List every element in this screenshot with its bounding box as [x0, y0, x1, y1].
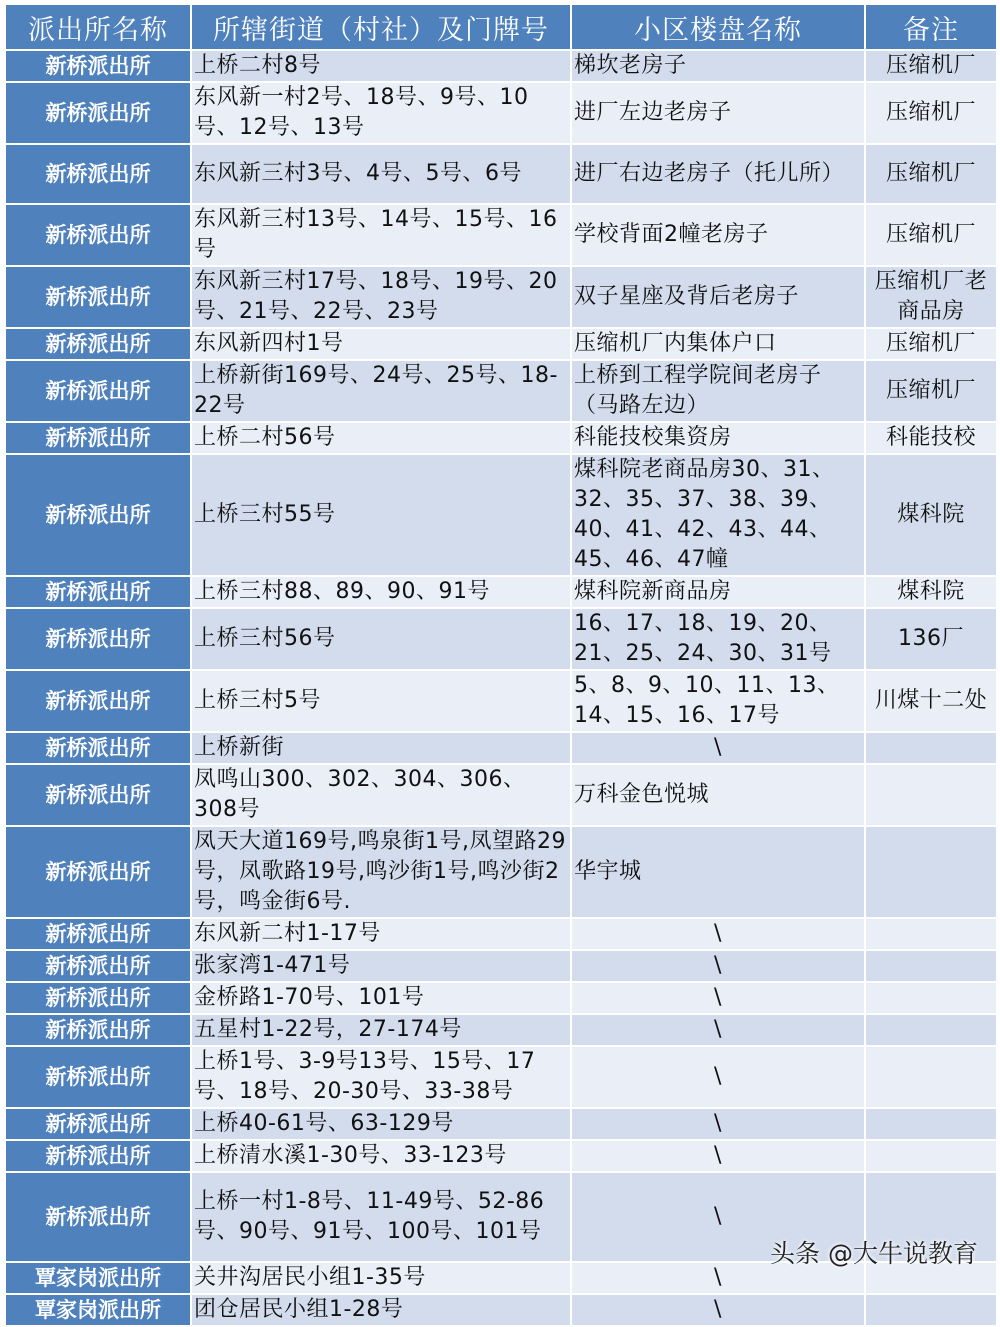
- header-community: 小区楼盘名称: [571, 4, 865, 50]
- table-row: [5, 360, 997, 422]
- table-row: [5, 1046, 997, 1108]
- cell-station: 新桥派出所: [5, 1140, 191, 1172]
- cell-community: \: [571, 732, 865, 764]
- cell-address: 东风新三村3号、4号、5号、6号: [191, 144, 571, 204]
- cell-address: 上桥三村56号: [191, 608, 571, 670]
- cell-station: 新桥派出所: [5, 1108, 191, 1140]
- cell-note: [865, 764, 997, 826]
- cell-address: 上桥二村8号: [191, 50, 571, 82]
- cell-note: 压缩机厂老商品房: [865, 266, 997, 328]
- cell-community: 科能技校集资房: [571, 422, 865, 454]
- cell-note: 压缩机厂: [865, 144, 997, 204]
- cell-station: 新桥派出所: [5, 422, 191, 454]
- cell-address: 上桥一村1-8号、11-49号、52-86号、90号、91号、100号、101号: [191, 1172, 571, 1262]
- cell-station: 新桥派出所: [5, 826, 191, 918]
- cell-community: 学校背面2幢老房子: [571, 204, 865, 266]
- cell-station: 新桥派出所: [5, 950, 191, 982]
- cell-address: 东风新三村17号、18号、19号、20号、21号、22号、23号: [191, 266, 571, 328]
- table-row: [5, 144, 997, 204]
- cell-community: 华宇城: [571, 826, 865, 918]
- cell-address: 上桥三村55号: [191, 454, 571, 576]
- table-row: [5, 826, 997, 918]
- address-table: [4, 3, 998, 1327]
- cell-station: 覃家岗派出所: [5, 1262, 191, 1294]
- header-station: 派出所名称: [5, 4, 191, 50]
- table-body: [5, 50, 997, 1326]
- cell-address: 东风新四村1号: [191, 328, 571, 360]
- cell-address: 东风新三村13号、14号、15号、16号: [191, 204, 571, 266]
- cell-station: 新桥派出所: [5, 328, 191, 360]
- cell-address: 金桥路1-70号、101号: [191, 982, 571, 1014]
- cell-address: 上桥三村88、89、90、91号: [191, 576, 571, 608]
- cell-community: 上桥到工程学院间老房子（马路左边）: [571, 360, 865, 422]
- cell-station: 新桥派出所: [5, 360, 191, 422]
- cell-community: 压缩机厂内集体户口: [571, 328, 865, 360]
- cell-station: 新桥派出所: [5, 454, 191, 576]
- cell-note: [865, 1108, 997, 1140]
- cell-address: 上桥40-61号、63-129号: [191, 1108, 571, 1140]
- table-row: [5, 454, 997, 576]
- cell-station: 新桥派出所: [5, 576, 191, 608]
- cell-station: 新桥派出所: [5, 732, 191, 764]
- cell-address: 东风新一村2号、18号、9号、10号、12号、13号: [191, 82, 571, 144]
- cell-note: 煤科院: [865, 454, 997, 576]
- cell-note: 川煤十二处: [865, 670, 997, 732]
- cell-station: 新桥派出所: [5, 204, 191, 266]
- table-row: [5, 732, 997, 764]
- cell-note: [865, 950, 997, 982]
- table-row: [5, 82, 997, 144]
- cell-address: 上桥新街169号、24号、25号、18-22号: [191, 360, 571, 422]
- cell-address: 凤鸣山300、302、304、306、308号: [191, 764, 571, 826]
- table-row: [5, 764, 997, 826]
- cell-note: 压缩机厂: [865, 82, 997, 144]
- cell-station: 新桥派出所: [5, 608, 191, 670]
- cell-station: 新桥派出所: [5, 1172, 191, 1262]
- cell-address: 上桥二村56号: [191, 422, 571, 454]
- cell-community: 万科金色悦城: [571, 764, 865, 826]
- table-row: [5, 422, 997, 454]
- cell-address: 上桥1号、3-9号13号、15号、17号、18号、20-30号、33-38号: [191, 1046, 571, 1108]
- header-note: 备注: [865, 4, 997, 50]
- table-row: [5, 670, 997, 732]
- cell-community: 进厂左边老房子: [571, 82, 865, 144]
- cell-station: 新桥派出所: [5, 670, 191, 732]
- cell-community: \: [571, 918, 865, 950]
- cell-note: 压缩机厂: [865, 204, 997, 266]
- table-row: [5, 950, 997, 982]
- cell-community: 煤科院新商品房: [571, 576, 865, 608]
- cell-address: 团仓居民小组1-28号: [191, 1294, 571, 1326]
- cell-note: [865, 1046, 997, 1108]
- cell-station: 新桥派出所: [5, 266, 191, 328]
- cell-community: \: [571, 1014, 865, 1046]
- cell-station: 新桥派出所: [5, 1046, 191, 1108]
- cell-community: 梯坎老房子: [571, 50, 865, 82]
- cell-note: [865, 732, 997, 764]
- cell-community: 5、8、9、10、11、13、14、15、16、17号: [571, 670, 865, 732]
- cell-note: 压缩机厂: [865, 328, 997, 360]
- table-row: [5, 1294, 997, 1326]
- cell-address: 张家湾1-471号: [191, 950, 571, 982]
- cell-note: [865, 982, 997, 1014]
- cell-address: 五星村1-22号，27-174号: [191, 1014, 571, 1046]
- cell-note: 压缩机厂: [865, 50, 997, 82]
- cell-note: [865, 1014, 997, 1046]
- cell-community: \: [571, 1046, 865, 1108]
- cell-community: 16、17、18、19、20、21、25、24、30、31号: [571, 608, 865, 670]
- cell-station: 新桥派出所: [5, 1014, 191, 1046]
- cell-community: \: [571, 1172, 865, 1262]
- cell-community: 煤科院老商品房30、31、32、35、37、38、39、40、41、42、43、44、45、46、47幢: [571, 454, 865, 576]
- cell-address: 凤天大道169号,鸣泉街1号,凤望路29号，凤歌路19号,鸣沙街1号,鸣沙街2号，鸣金街6号.: [191, 826, 571, 918]
- cell-station: 覃家岗派出所: [5, 1294, 191, 1326]
- cell-station: 新桥派出所: [5, 144, 191, 204]
- cell-note: [865, 826, 997, 918]
- table-row: [5, 982, 997, 1014]
- cell-community: \: [571, 1262, 865, 1294]
- table-row: [5, 918, 997, 950]
- cell-community: 双子星座及背后老房子: [571, 266, 865, 328]
- cell-community: \: [571, 1140, 865, 1172]
- table-row: [5, 1014, 997, 1046]
- table-row: [5, 608, 997, 670]
- cell-community: \: [571, 1294, 865, 1326]
- cell-station: 新桥派出所: [5, 764, 191, 826]
- cell-note: [865, 1140, 997, 1172]
- cell-station: 新桥派出所: [5, 918, 191, 950]
- cell-address: 上桥新街: [191, 732, 571, 764]
- table-header-row: [5, 4, 997, 50]
- table-row: [5, 266, 997, 328]
- cell-station: 新桥派出所: [5, 82, 191, 144]
- table-row: [5, 1108, 997, 1140]
- cell-note: 科能技校: [865, 422, 997, 454]
- cell-community: \: [571, 982, 865, 1014]
- cell-station: 新桥派出所: [5, 982, 191, 1014]
- cell-address: 上桥三村5号: [191, 670, 571, 732]
- cell-address: 东风新二村1-17号: [191, 918, 571, 950]
- cell-community: 进厂右边老房子（托儿所）: [571, 144, 865, 204]
- watermark: 头条 @大牛说教育: [770, 1239, 978, 1268]
- cell-note: [865, 918, 997, 950]
- cell-community: \: [571, 1108, 865, 1140]
- table-row: [5, 576, 997, 608]
- cell-community: \: [571, 950, 865, 982]
- header-address: 所辖街道（村社）及门牌号: [191, 4, 571, 50]
- cell-note: 煤科院: [865, 576, 997, 608]
- table-row: [5, 50, 997, 82]
- cell-note: 压缩机厂: [865, 360, 997, 422]
- table-row: [5, 204, 997, 266]
- table-row: [5, 328, 997, 360]
- cell-address: 上桥清水溪1-30号、33-123号: [191, 1140, 571, 1172]
- cell-note: 136厂: [865, 608, 997, 670]
- table-row: [5, 1140, 997, 1172]
- cell-address: 关井沟居民小组1-35号: [191, 1262, 571, 1294]
- cell-station: 新桥派出所: [5, 50, 191, 82]
- cell-note: [865, 1294, 997, 1326]
